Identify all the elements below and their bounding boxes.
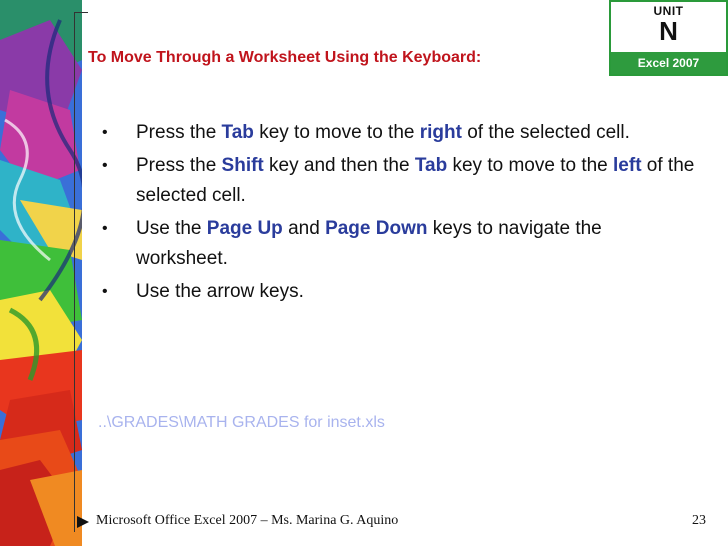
keyword: Shift (221, 155, 264, 176)
footer-arrow-icon (77, 516, 89, 528)
bullet-list (96, 118, 696, 310)
keyword: left (613, 155, 642, 176)
excel-version-label: Excel 2007 (611, 52, 726, 74)
bullet-dot-icon: • (102, 220, 108, 237)
file-link[interactable]: ..\GRADES\MATH GRADES for inset.xls (98, 414, 385, 431)
bullet-item (96, 151, 696, 211)
abstract-painting-image (0, 0, 82, 546)
text: Press the (136, 155, 222, 176)
page-number: 23 (692, 513, 706, 528)
text: Press the (136, 122, 222, 143)
bullet-item (96, 277, 696, 307)
bullet-item (96, 118, 696, 148)
unit-word: UNIT (653, 4, 684, 18)
text: Use the (136, 218, 207, 239)
keyword: Tab (414, 155, 448, 176)
keyword: Page Down (325, 218, 428, 239)
text: key and then the (263, 155, 415, 176)
slide-title: To Move Through a Worksheet Using the Keyboard: (88, 49, 482, 66)
footer-text: Microsoft Office Excel 2007 – Ms. Marina G. Aquino (96, 513, 399, 528)
unit-label-box (611, 2, 726, 52)
bullet-dot-icon: • (102, 283, 108, 300)
unit-letter: N (659, 16, 678, 46)
text: of the selected cell. (461, 122, 630, 143)
decorative-painting (0, 0, 82, 546)
keyword: Page Up (206, 218, 283, 239)
text: key to move to the (253, 122, 420, 143)
unit-logo (609, 0, 728, 76)
slide-frame-bracket (74, 12, 88, 532)
text: and (282, 218, 326, 239)
keyword: right (419, 122, 462, 143)
text: of the selected cell. (136, 155, 695, 206)
text: key to move to the (447, 155, 614, 176)
text: keys to navigate the worksheet. (136, 218, 602, 269)
bullet-dot-icon: • (102, 157, 108, 174)
keyword: Tab (221, 122, 254, 143)
bullet-item (96, 214, 696, 274)
bullet-dot-icon: • (102, 124, 108, 141)
text: Use the arrow keys. (136, 281, 304, 302)
